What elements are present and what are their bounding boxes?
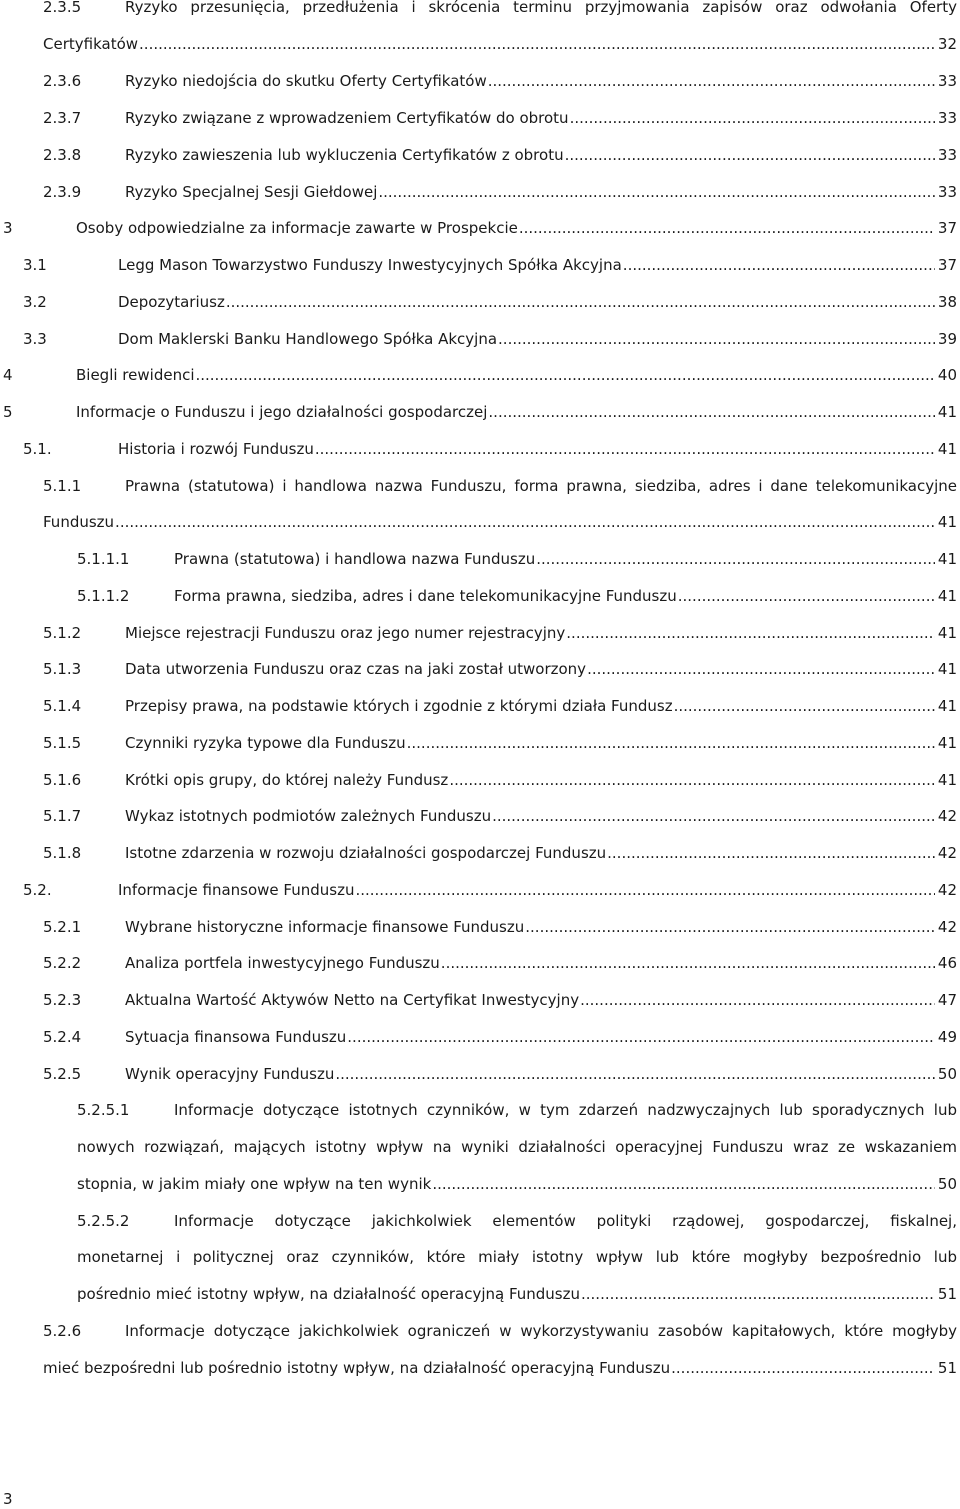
toc-page: 42 <box>937 918 957 936</box>
toc-entry-5-2-4[interactable] <box>43 1027 957 1047</box>
toc-number: 5.1.4 <box>43 697 82 715</box>
dot-leader <box>407 733 935 753</box>
dot-leader <box>315 439 935 459</box>
dot-leader <box>587 659 935 679</box>
toc-number: 5.1.1.1 <box>77 550 130 568</box>
toc-page: 39 <box>937 330 957 348</box>
toc-page: 49 <box>937 1028 957 1046</box>
toc-entry-5-2-3[interactable] <box>43 990 957 1010</box>
toc-page: 33 <box>937 183 957 201</box>
toc-page: 41 <box>937 513 957 531</box>
dot-leader <box>441 953 935 973</box>
toc-number: 2.3.5 <box>43 0 82 16</box>
toc-entry-4[interactable] <box>3 365 957 385</box>
toc-title: Ryzyko związane z wprowadzeniem Certyfikatów do obrotu <box>125 109 569 127</box>
toc-entry-5-2-5-1-line1[interactable] <box>77 1100 957 1120</box>
toc-page: 32 <box>937 35 957 53</box>
toc-number: 3.1 <box>23 256 47 274</box>
toc-title: Biegli rewidenci <box>76 366 195 384</box>
toc-page: 41 <box>937 440 957 458</box>
toc-page: 46 <box>937 954 957 972</box>
toc-title: mieć bezpośredni lub pośrednio istotny wpływ, na działalność operacyjną Funduszu <box>43 1359 671 1377</box>
dot-leader <box>355 880 934 900</box>
toc-title: Ryzyko niedojścia do skutku Oferty Certyfikatów <box>125 72 487 90</box>
toc-title: Historia i rozwój Funduszu <box>118 440 314 458</box>
toc-entry-5-2-2[interactable] <box>43 953 957 973</box>
toc-entry-2-3-5-line2[interactable] <box>43 34 957 54</box>
toc-entry-5-2-6-line2[interactable] <box>43 1358 957 1378</box>
toc-title: Miejsce rejestracji Funduszu oraz jego numer rejestracyjny <box>125 624 566 642</box>
dot-leader <box>432 1174 935 1194</box>
toc-title: Ryzyko przesunięcia, przedłużenia i skrócenia terminu przyjmowania zapisów oraz odwołania Oferty <box>125 0 957 16</box>
dot-leader <box>139 34 935 54</box>
dot-leader <box>195 365 934 385</box>
toc-page: 33 <box>937 109 957 127</box>
toc-title: stopnia, w jakim miały one wpływ na ten wynik <box>77 1175 432 1193</box>
dot-leader <box>519 218 935 238</box>
toc-title: Legg Mason Towarzystwo Funduszy Inwestycyjnych Spółka Akcyjna <box>118 256 622 274</box>
toc-page: 41 <box>937 697 957 715</box>
dot-leader <box>678 586 935 606</box>
toc-page: 50 <box>937 1175 957 1193</box>
toc-page: 41 <box>937 403 957 421</box>
toc-entry-5-2-5-2-line2[interactable] <box>77 1247 957 1267</box>
toc-number: 5.2.4 <box>43 1028 82 1046</box>
toc-number: 2.3.6 <box>43 72 82 90</box>
toc-title: monetarnej i politycznej oraz czynników, które miały istotny wpływ lub które mogłyby bezpośrednio lub <box>77 1248 957 1266</box>
toc-title: Dom Maklerski Banku Handlowego Spółka Akcyjna <box>118 330 498 348</box>
toc-number: 5.1.6 <box>43 771 82 789</box>
toc-entry-3-3[interactable] <box>23 329 957 349</box>
dot-leader <box>565 145 935 165</box>
toc-title: Wynik operacyjny Funduszu <box>125 1065 335 1083</box>
toc-entry-2-3-8[interactable] <box>43 145 957 165</box>
toc-number: 5 <box>3 403 13 421</box>
toc-page: 50 <box>937 1065 957 1083</box>
toc-number: 2.3.8 <box>43 146 82 164</box>
toc-number: 5.2. <box>23 881 52 899</box>
dot-leader <box>580 990 935 1010</box>
toc-entry-5-1-8[interactable] <box>43 843 957 863</box>
toc-page: 42 <box>937 844 957 862</box>
toc-entry-2-3-6[interactable] <box>43 71 957 91</box>
toc-number: 5.2.3 <box>43 991 82 1009</box>
toc-entry-5-2-5[interactable] <box>43 1064 957 1084</box>
toc-entry-5-2-6-line1[interactable] <box>43 1321 957 1341</box>
toc-title: Aktualna Wartość Aktywów Netto na Certyfikat Inwestycyjny <box>125 991 580 1009</box>
toc-entry-5-1-1-1[interactable] <box>77 549 957 569</box>
dot-leader <box>492 806 935 826</box>
dot-leader <box>335 1064 935 1084</box>
dot-leader <box>115 512 935 532</box>
dot-leader <box>498 329 935 349</box>
toc-page: 40 <box>937 366 957 384</box>
dot-leader <box>623 255 935 275</box>
toc-entry-5-1-1-line1[interactable] <box>43 476 957 496</box>
toc-entry-5-2-5-2-line1[interactable] <box>77 1211 957 1231</box>
toc-number: 2.3.7 <box>43 109 82 127</box>
dot-leader <box>449 770 935 790</box>
toc-title: Analiza portfela inwestycyjnego Funduszu <box>125 954 440 972</box>
toc-entry-5-2[interactable] <box>23 880 957 900</box>
toc-page: 42 <box>937 807 957 825</box>
toc-page: 41 <box>937 624 957 642</box>
toc-page: 37 <box>937 256 957 274</box>
dot-leader <box>525 917 935 937</box>
toc-page: 47 <box>937 991 957 1009</box>
toc-number: 5.2.6 <box>43 1322 82 1340</box>
toc-entry-2-3-7[interactable] <box>43 108 957 128</box>
toc-title: Osoby odpowiedzialne za informacje zawarte w Prospekcie <box>76 219 518 237</box>
toc-title: Krótki opis grupy, do której należy Fundusz <box>125 771 449 789</box>
dot-leader <box>581 1284 935 1304</box>
toc-entry-5-2-5-1-line3[interactable] <box>77 1174 957 1194</box>
toc-page: 41 <box>937 660 957 678</box>
dot-leader <box>674 696 935 716</box>
toc-title: pośrednio mieć istotny wpływ, na działalność operacyjną Funduszu <box>77 1285 580 1303</box>
toc-number: 3.2 <box>23 293 47 311</box>
dot-leader <box>347 1027 935 1047</box>
toc-title: Informacje dotyczące jakichkolwiek ograniczeń w wykorzystywaniu zasobów kapitałowych, które mogłyby <box>125 1322 957 1340</box>
toc-entry-5-1-7[interactable] <box>43 806 957 826</box>
toc-page: 41 <box>937 734 957 752</box>
dot-leader <box>488 71 935 91</box>
toc-page: 51 <box>937 1359 957 1377</box>
toc-number: 5.1.5 <box>43 734 82 752</box>
toc-entry-5[interactable] <box>3 402 957 422</box>
toc-title: Funduszu <box>43 513 115 531</box>
toc-entry-5-1-2[interactable] <box>43 623 957 643</box>
toc-page: 41 <box>937 771 957 789</box>
toc-title: Sytuacja finansowa Funduszu <box>125 1028 347 1046</box>
toc-title: Forma prawna, siedziba, adres i dane telekomunikacyjne Funduszu <box>174 587 677 605</box>
toc-page: 41 <box>937 587 957 605</box>
toc-title: Depozytariusz <box>118 293 225 311</box>
dot-leader <box>226 292 935 312</box>
toc-number: 5.1. <box>23 440 52 458</box>
toc-entry-5-2-5-2-line3[interactable] <box>77 1284 957 1304</box>
toc-title: Informacje dotyczące jakichkolwiek elementów polityki rządowej, gospodarczej, fiskalnej, <box>174 1212 957 1230</box>
dot-leader <box>607 843 935 863</box>
toc-entry-5-1-1-line2[interactable] <box>43 512 957 532</box>
toc-number: 5.1.1.2 <box>77 587 130 605</box>
toc-page: 51 <box>937 1285 957 1303</box>
toc-number: 5.2.5 <box>43 1065 82 1083</box>
dot-leader <box>536 549 935 569</box>
toc-entry-3-1[interactable] <box>23 255 957 275</box>
toc-entry-5-2-5-1-line2[interactable] <box>77 1137 957 1157</box>
toc-title: Ryzyko Specjalnej Sesji Giełdowej <box>125 183 378 201</box>
toc-number: 5.2.2 <box>43 954 82 972</box>
toc-number: 5.2.1 <box>43 918 82 936</box>
toc-entry-5-1-1-2[interactable] <box>77 586 957 606</box>
toc-entry-5-1-4[interactable] <box>43 696 957 716</box>
dot-leader <box>566 623 935 643</box>
toc-title: Czynniki ryzyka typowe dla Funduszu <box>125 734 406 752</box>
toc-title: Informacje finansowe Funduszu <box>118 881 355 899</box>
toc-number: 5.1.8 <box>43 844 82 862</box>
toc-entry-3[interactable] <box>3 218 957 238</box>
dot-leader <box>570 108 935 128</box>
toc-number: 5.1.7 <box>43 807 82 825</box>
toc-title: Ryzyko zawieszenia lub wykluczenia Certyfikatów z obrotu <box>125 146 564 164</box>
toc-entry-5-1-5[interactable] <box>43 733 957 753</box>
toc-title: Data utworzenia Funduszu oraz czas na jaki został utworzony <box>125 660 587 678</box>
toc-entry-5-1[interactable] <box>23 439 957 459</box>
toc-title: Przepisy prawa, na podstawie których i zgodnie z którymi działa Fundusz <box>125 697 673 715</box>
dot-leader <box>488 402 935 422</box>
toc-title: Certyfikatów <box>43 35 139 53</box>
toc-number: 5.2.5.2 <box>77 1212 130 1230</box>
toc-number: 5.1.2 <box>43 624 82 642</box>
toc-entry-5-1-3[interactable] <box>43 659 957 679</box>
toc-entry-2-3-5-line1[interactable] <box>43 0 957 17</box>
toc-page: 38 <box>937 293 957 311</box>
toc-title: Wybrane historyczne informacje finansowe Funduszu <box>125 918 525 936</box>
toc-number: 2.3.9 <box>43 183 82 201</box>
toc-entry-2-3-9[interactable] <box>43 182 957 202</box>
toc-title: Informacje o Funduszu i jego działalności gospodarczej <box>76 403 488 421</box>
toc-page: 42 <box>937 881 957 899</box>
toc-number: 4 <box>3 366 13 384</box>
toc-page: 41 <box>937 550 957 568</box>
toc-number: 5.2.5.1 <box>77 1101 130 1119</box>
dot-leader <box>671 1358 935 1378</box>
toc-number: 3 <box>3 219 13 237</box>
toc-entry-5-1-6[interactable] <box>43 770 957 790</box>
toc-entry-5-2-1[interactable] <box>43 917 957 937</box>
toc-page: 33 <box>937 72 957 90</box>
toc-title: Istotne zdarzenia w rozwoju działalności gospodarczej Funduszu <box>125 844 607 862</box>
toc-number: 5.1.1 <box>43 477 82 495</box>
toc-entry-3-2[interactable] <box>23 292 957 312</box>
toc-title: Wykaz istotnych podmiotów zależnych Funduszu <box>125 807 492 825</box>
toc-title: Informacje dotyczące istotnych czynników, w tym zdarzeń nadzwyczajnych lub sporadycznych lub <box>174 1101 957 1119</box>
toc-page: 33 <box>937 146 957 164</box>
toc-title: Prawna (statutowa) i handlowa nazwa Funduszu, forma prawna, siedziba, adres i dane telekomunikacyjne <box>125 477 957 495</box>
dot-leader <box>378 182 935 202</box>
toc-number: 5.1.3 <box>43 660 82 678</box>
toc-page: 37 <box>937 219 957 237</box>
toc-title: nowych rozwiązań, mających istotny wpływ na wyniki działalności operacyjnej Funduszu wraz ze wskazaniem <box>77 1138 957 1156</box>
page-number: 3 <box>3 1490 13 1508</box>
toc-title: Prawna (statutowa) i handlowa nazwa Funduszu <box>174 550 536 568</box>
toc-number: 3.3 <box>23 330 47 348</box>
